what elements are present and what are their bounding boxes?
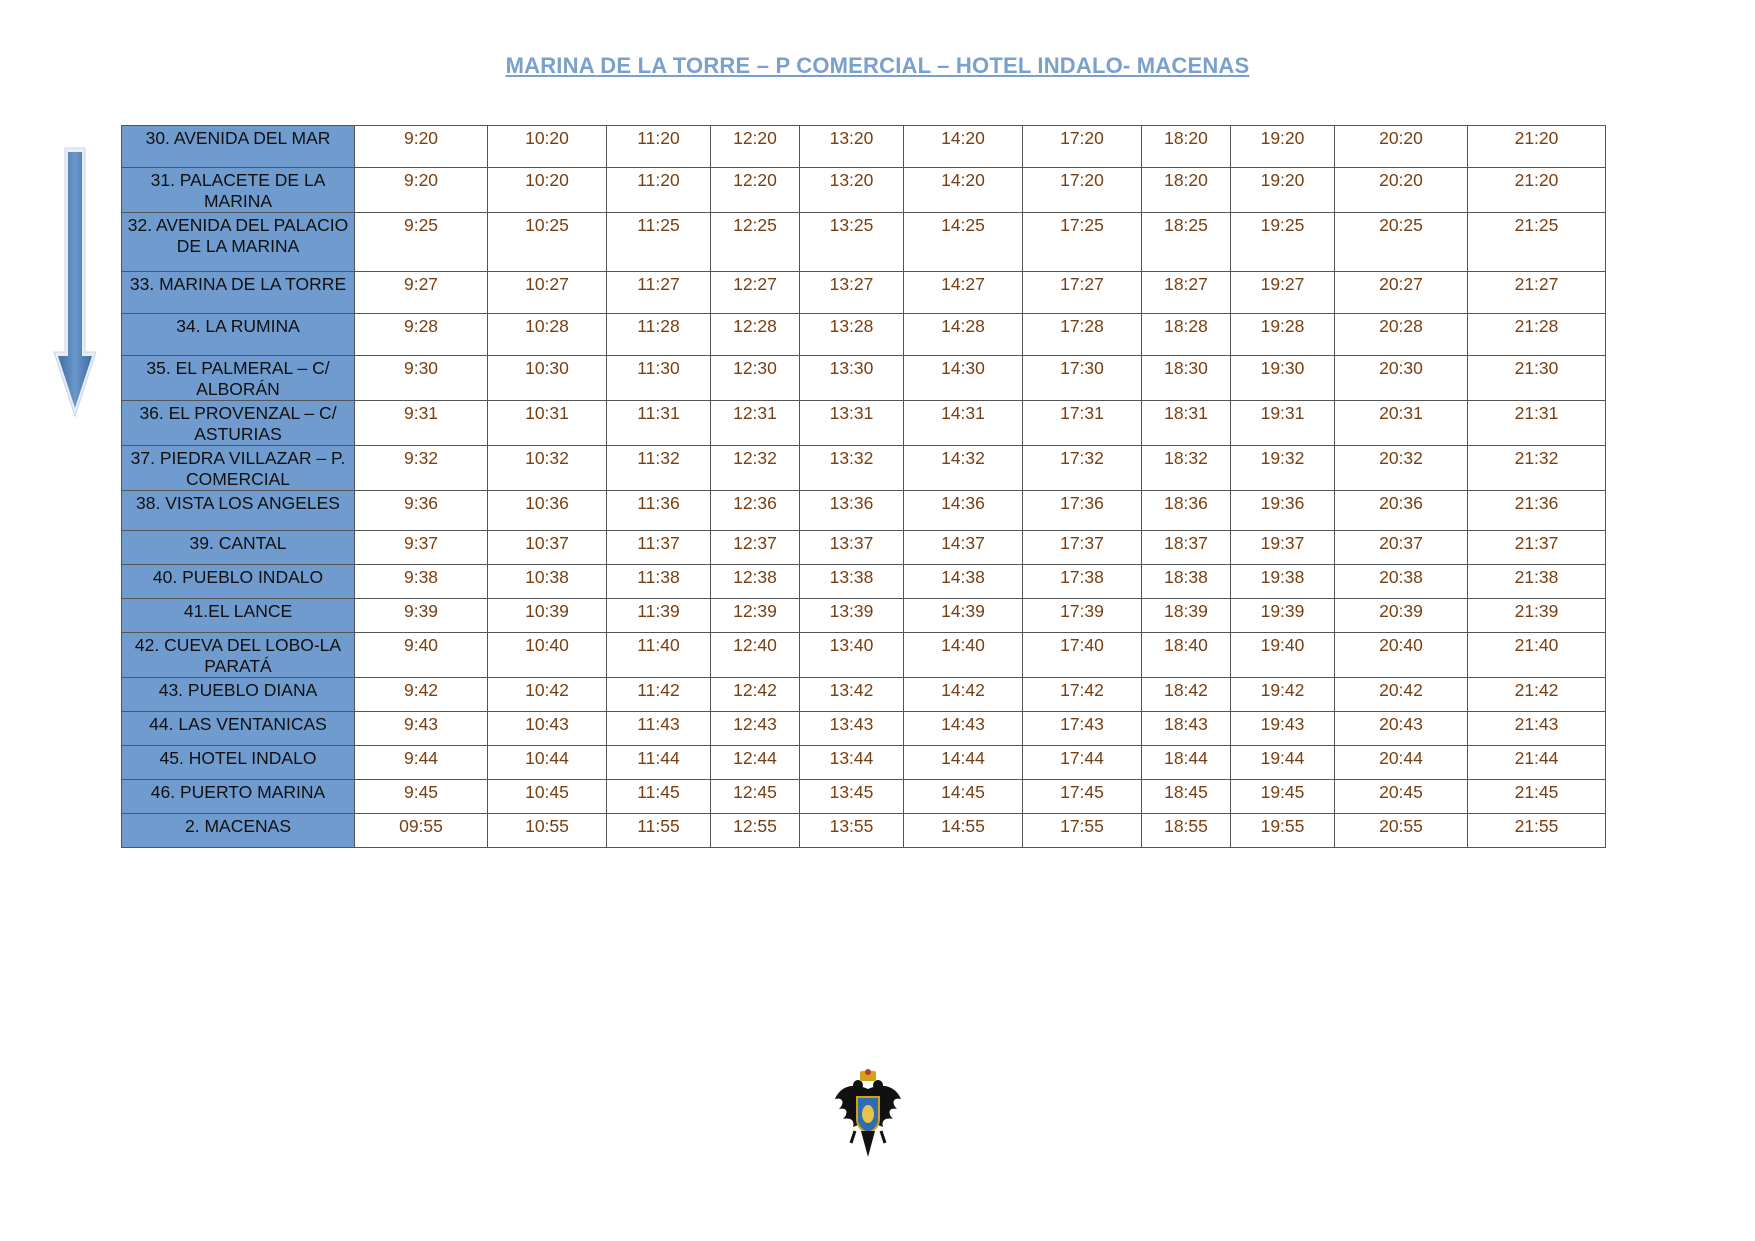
schedule-row — [122, 565, 1606, 599]
stop-name: 39. CANTAL — [122, 531, 355, 565]
departure-time: 11:37 — [607, 531, 711, 565]
schedule-row — [122, 446, 1606, 491]
departure-time: 19:42 — [1231, 678, 1335, 712]
departure-time: 09:55 — [355, 814, 488, 848]
departure-time: 10:42 — [488, 678, 607, 712]
departure-time: 12:31 — [711, 401, 800, 446]
departure-time: 14:37 — [904, 531, 1023, 565]
departure-time: 13:39 — [800, 599, 904, 633]
departure-time: 9:40 — [355, 633, 488, 678]
departure-time: 21:30 — [1468, 356, 1606, 401]
departure-time: 19:20 — [1231, 126, 1335, 168]
stop-name: 38. VISTA LOS ANGELES — [122, 491, 355, 531]
stop-name: 33. MARINA DE LA TORRE — [122, 272, 355, 314]
departure-time: 13:20 — [800, 168, 904, 213]
departure-time: 18:31 — [1142, 401, 1231, 446]
departure-time: 17:28 — [1023, 314, 1142, 356]
departure-time: 10:40 — [488, 633, 607, 678]
departure-time: 11:31 — [607, 401, 711, 446]
departure-time: 17:43 — [1023, 712, 1142, 746]
stop-name: 40. PUEBLO INDALO — [122, 565, 355, 599]
departure-time: 19:44 — [1231, 746, 1335, 780]
departure-time: 13:27 — [800, 272, 904, 314]
departure-time: 14:20 — [904, 168, 1023, 213]
departure-time: 11:55 — [607, 814, 711, 848]
departure-time: 17:44 — [1023, 746, 1142, 780]
departure-time: 11:45 — [607, 780, 711, 814]
departure-time: 9:39 — [355, 599, 488, 633]
departure-time: 18:30 — [1142, 356, 1231, 401]
departure-time: 20:27 — [1335, 272, 1468, 314]
departure-time: 18:36 — [1142, 491, 1231, 531]
departure-time: 21:38 — [1468, 565, 1606, 599]
departure-time: 12:42 — [711, 678, 800, 712]
departure-time: 19:31 — [1231, 401, 1335, 446]
stop-name: 45. HOTEL INDALO — [122, 746, 355, 780]
departure-time: 14:25 — [904, 213, 1023, 272]
departure-time: 20:42 — [1335, 678, 1468, 712]
departure-time: 20:37 — [1335, 531, 1468, 565]
departure-time: 17:31 — [1023, 401, 1142, 446]
departure-time: 13:43 — [800, 712, 904, 746]
departure-time: 19:28 — [1231, 314, 1335, 356]
schedule-row — [122, 599, 1606, 633]
departure-time: 18:43 — [1142, 712, 1231, 746]
departure-time: 20:30 — [1335, 356, 1468, 401]
departure-time: 19:45 — [1231, 780, 1335, 814]
departure-time: 20:36 — [1335, 491, 1468, 531]
departure-time: 17:37 — [1023, 531, 1142, 565]
departure-time: 18:25 — [1142, 213, 1231, 272]
departure-time: 13:32 — [800, 446, 904, 491]
departure-time: 19:38 — [1231, 565, 1335, 599]
schedule-row — [122, 168, 1606, 213]
departure-time: 17:20 — [1023, 126, 1142, 168]
departure-time: 12:28 — [711, 314, 800, 356]
stop-name: 35. EL PALMERAL – C/ ALBORÁN — [122, 356, 355, 401]
departure-time: 10:45 — [488, 780, 607, 814]
departure-time: 18:20 — [1142, 168, 1231, 213]
departure-time: 9:25 — [355, 213, 488, 272]
departure-time: 20:55 — [1335, 814, 1468, 848]
departure-time: 13:20 — [800, 126, 904, 168]
schedule-row — [122, 678, 1606, 712]
departure-time: 17:39 — [1023, 599, 1142, 633]
departure-time: 18:55 — [1142, 814, 1231, 848]
departure-time: 21:37 — [1468, 531, 1606, 565]
schedule-row — [122, 272, 1606, 314]
departure-time: 13:45 — [800, 780, 904, 814]
departure-time: 9:20 — [355, 126, 488, 168]
departure-time: 10:44 — [488, 746, 607, 780]
departure-time: 19:32 — [1231, 446, 1335, 491]
departure-time: 14:28 — [904, 314, 1023, 356]
departure-time: 9:43 — [355, 712, 488, 746]
departure-time: 14:38 — [904, 565, 1023, 599]
departure-time: 13:25 — [800, 213, 904, 272]
stop-name: 34. LA RUMINA — [122, 314, 355, 356]
departure-time: 14:27 — [904, 272, 1023, 314]
departure-time: 19:25 — [1231, 213, 1335, 272]
stop-name: 32. AVENIDA DEL PALACIO DE LA MARINA — [122, 213, 355, 272]
stop-name: 43. PUEBLO DIANA — [122, 678, 355, 712]
page-title: MARINA DE LA TORRE – P COMERCIAL – HOTEL INDALO- MACENAS — [505, 53, 1250, 78]
departure-time: 12:45 — [711, 780, 800, 814]
departure-time: 14:30 — [904, 356, 1023, 401]
departure-time: 13:44 — [800, 746, 904, 780]
departure-time: 14:39 — [904, 599, 1023, 633]
departure-time: 21:44 — [1468, 746, 1606, 780]
departure-time: 10:36 — [488, 491, 607, 531]
departure-time: 20:20 — [1335, 126, 1468, 168]
departure-time: 11:25 — [607, 213, 711, 272]
stop-name: 2. MACENAS — [122, 814, 355, 848]
departure-time: 18:27 — [1142, 272, 1231, 314]
departure-time: 21:25 — [1468, 213, 1606, 272]
departure-time: 20:28 — [1335, 314, 1468, 356]
departure-time: 12:39 — [711, 599, 800, 633]
schedule-row — [122, 780, 1606, 814]
departure-time: 19:27 — [1231, 272, 1335, 314]
departure-time: 11:44 — [607, 746, 711, 780]
departure-time: 17:38 — [1023, 565, 1142, 599]
departure-time: 21:42 — [1468, 678, 1606, 712]
departure-time: 17:55 — [1023, 814, 1142, 848]
departure-time: 19:40 — [1231, 633, 1335, 678]
departure-time: 21:27 — [1468, 272, 1606, 314]
departure-time: 13:36 — [800, 491, 904, 531]
departure-time: 12:38 — [711, 565, 800, 599]
departure-time: 9:30 — [355, 356, 488, 401]
schedule-row — [122, 356, 1606, 401]
down-arrow-icon — [52, 146, 98, 418]
stop-name: 46. PUERTO MARINA — [122, 780, 355, 814]
departure-time: 9:37 — [355, 531, 488, 565]
departure-time: 18:45 — [1142, 780, 1231, 814]
departure-time: 18:42 — [1142, 678, 1231, 712]
departure-time: 11:28 — [607, 314, 711, 356]
departure-time: 12:20 — [711, 126, 800, 168]
schedule-row — [122, 314, 1606, 356]
departure-time: 12:55 — [711, 814, 800, 848]
departure-time: 9:36 — [355, 491, 488, 531]
departure-time: 12:20 — [711, 168, 800, 213]
departure-time: 11:36 — [607, 491, 711, 531]
schedule-row — [122, 712, 1606, 746]
departure-time: 18:37 — [1142, 531, 1231, 565]
departure-time: 19:30 — [1231, 356, 1335, 401]
departure-time: 10:55 — [488, 814, 607, 848]
departure-time: 10:39 — [488, 599, 607, 633]
schedule-row — [122, 213, 1606, 272]
departure-time: 21:45 — [1468, 780, 1606, 814]
departure-time: 10:38 — [488, 565, 607, 599]
departure-time: 17:32 — [1023, 446, 1142, 491]
departure-time: 13:37 — [800, 531, 904, 565]
departure-time: 9:28 — [355, 314, 488, 356]
departure-time: 12:43 — [711, 712, 800, 746]
departure-time: 11:40 — [607, 633, 711, 678]
departure-time: 19:37 — [1231, 531, 1335, 565]
departure-time: 18:39 — [1142, 599, 1231, 633]
departure-time: 10:20 — [488, 126, 607, 168]
departure-time: 13:40 — [800, 633, 904, 678]
departure-time: 21:20 — [1468, 126, 1606, 168]
schedule-row — [122, 491, 1606, 531]
departure-time: 21:39 — [1468, 599, 1606, 633]
departure-time: 20:38 — [1335, 565, 1468, 599]
departure-time: 18:44 — [1142, 746, 1231, 780]
departure-time: 20:45 — [1335, 780, 1468, 814]
departure-time: 12:27 — [711, 272, 800, 314]
departure-time: 13:30 — [800, 356, 904, 401]
departure-time: 21:28 — [1468, 314, 1606, 356]
departure-time: 20:40 — [1335, 633, 1468, 678]
departure-time: 10:31 — [488, 401, 607, 446]
stop-name: 42. CUEVA DEL LOBO-LA PARATÁ — [122, 633, 355, 678]
departure-time: 20:32 — [1335, 446, 1468, 491]
coat-of-arms-icon — [833, 1069, 903, 1159]
departure-time: 12:36 — [711, 491, 800, 531]
departure-time: 12:32 — [711, 446, 800, 491]
departure-time: 13:55 — [800, 814, 904, 848]
departure-time: 11:30 — [607, 356, 711, 401]
departure-time: 20:31 — [1335, 401, 1468, 446]
departure-time: 13:28 — [800, 314, 904, 356]
schedule-table — [121, 125, 1606, 848]
departure-time: 21:55 — [1468, 814, 1606, 848]
departure-time: 18:40 — [1142, 633, 1231, 678]
departure-time: 18:38 — [1142, 565, 1231, 599]
schedule-body — [122, 126, 1606, 848]
departure-time: 9:44 — [355, 746, 488, 780]
departure-time: 12:44 — [711, 746, 800, 780]
stop-name: 30. AVENIDA DEL MAR — [122, 126, 355, 168]
stop-name: 41.EL LANCE — [122, 599, 355, 633]
departure-time: 14:31 — [904, 401, 1023, 446]
departure-time: 11:32 — [607, 446, 711, 491]
schedule-row — [122, 401, 1606, 446]
schedule-row — [122, 531, 1606, 565]
departure-time: 17:30 — [1023, 356, 1142, 401]
departure-time: 10:28 — [488, 314, 607, 356]
stop-name: 37. PIEDRA VILLAZAR – P. COMERCIAL — [122, 446, 355, 491]
departure-time: 21:43 — [1468, 712, 1606, 746]
departure-time: 20:43 — [1335, 712, 1468, 746]
departure-time: 13:42 — [800, 678, 904, 712]
departure-time: 14:20 — [904, 126, 1023, 168]
departure-time: 17:42 — [1023, 678, 1142, 712]
departure-time: 17:27 — [1023, 272, 1142, 314]
departure-time: 19:43 — [1231, 712, 1335, 746]
departure-time: 19:36 — [1231, 491, 1335, 531]
departure-time: 17:36 — [1023, 491, 1142, 531]
departure-time: 9:32 — [355, 446, 488, 491]
departure-time: 21:32 — [1468, 446, 1606, 491]
departure-time: 14:36 — [904, 491, 1023, 531]
departure-time: 14:43 — [904, 712, 1023, 746]
departure-time: 12:25 — [711, 213, 800, 272]
departure-time: 11:38 — [607, 565, 711, 599]
departure-time: 10:20 — [488, 168, 607, 213]
departure-time: 10:30 — [488, 356, 607, 401]
departure-time: 21:40 — [1468, 633, 1606, 678]
departure-time: 18:20 — [1142, 126, 1231, 168]
departure-time: 13:38 — [800, 565, 904, 599]
departure-time: 14:32 — [904, 446, 1023, 491]
departure-time: 14:45 — [904, 780, 1023, 814]
departure-time: 17:25 — [1023, 213, 1142, 272]
departure-time: 9:20 — [355, 168, 488, 213]
stop-name: 36. EL PROVENZAL – C/ ASTURIAS — [122, 401, 355, 446]
departure-time: 20:20 — [1335, 168, 1468, 213]
departure-time: 10:32 — [488, 446, 607, 491]
departure-time: 21:20 — [1468, 168, 1606, 213]
departure-time: 10:43 — [488, 712, 607, 746]
departure-time: 18:32 — [1142, 446, 1231, 491]
departure-time: 13:31 — [800, 401, 904, 446]
departure-time: 10:27 — [488, 272, 607, 314]
departure-time: 14:55 — [904, 814, 1023, 848]
stop-name: 44. LAS VENTANICAS — [122, 712, 355, 746]
departure-time: 11:42 — [607, 678, 711, 712]
departure-time: 14:44 — [904, 746, 1023, 780]
departure-time: 12:30 — [711, 356, 800, 401]
departure-time: 19:55 — [1231, 814, 1335, 848]
schedule-row — [122, 126, 1606, 168]
departure-time: 20:44 — [1335, 746, 1468, 780]
departure-time: 11:20 — [607, 126, 711, 168]
departure-time: 11:20 — [607, 168, 711, 213]
departure-time: 20:25 — [1335, 213, 1468, 272]
schedule-row — [122, 814, 1606, 848]
departure-time: 11:43 — [607, 712, 711, 746]
departure-time: 18:28 — [1142, 314, 1231, 356]
departure-time: 9:38 — [355, 565, 488, 599]
departure-time: 10:25 — [488, 213, 607, 272]
departure-time: 9:42 — [355, 678, 488, 712]
departure-time: 17:20 — [1023, 168, 1142, 213]
stop-name: 31. PALACETE DE LA MARINA — [122, 168, 355, 213]
departure-time: 12:40 — [711, 633, 800, 678]
departure-time: 10:37 — [488, 531, 607, 565]
departure-time: 9:31 — [355, 401, 488, 446]
departure-time: 11:27 — [607, 272, 711, 314]
departure-time: 20:39 — [1335, 599, 1468, 633]
departure-time: 12:37 — [711, 531, 800, 565]
departure-time: 21:31 — [1468, 401, 1606, 446]
departure-time: 14:42 — [904, 678, 1023, 712]
departure-time: 9:27 — [355, 272, 488, 314]
departure-time: 17:40 — [1023, 633, 1142, 678]
departure-time: 19:20 — [1231, 168, 1335, 213]
departure-time: 11:39 — [607, 599, 711, 633]
departure-time: 17:45 — [1023, 780, 1142, 814]
schedule-row — [122, 633, 1606, 678]
schedule-row — [122, 746, 1606, 780]
departure-time: 14:40 — [904, 633, 1023, 678]
departure-time: 9:45 — [355, 780, 488, 814]
departure-time: 19:39 — [1231, 599, 1335, 633]
departure-time: 21:36 — [1468, 491, 1606, 531]
